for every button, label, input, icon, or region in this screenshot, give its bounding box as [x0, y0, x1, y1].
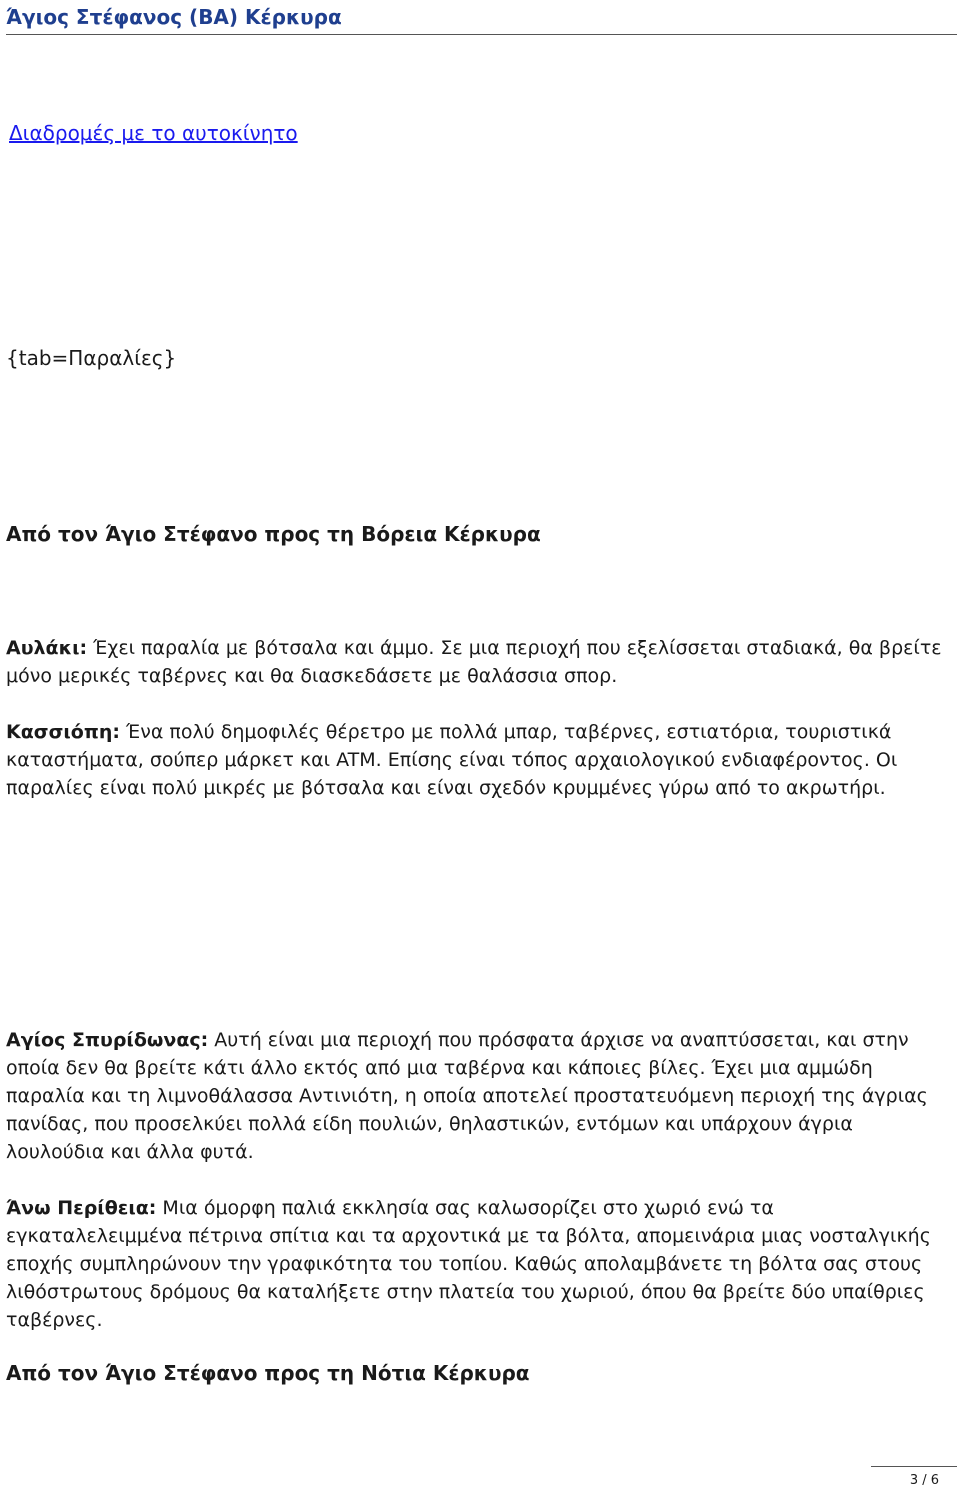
page-footer	[871, 1466, 957, 1493]
tab-marker: {tab=Παραλίες}	[6, 346, 177, 370]
place-avlaki	[6, 634, 951, 690]
place-ano-perithia	[6, 1194, 951, 1334]
section-heading-north: Από τον Άγιο Στέφανο προς τη Βόρεια Κέρκυρα	[6, 522, 541, 546]
place-description: Αυτή είναι μια περιοχή που πρόσφατα άρχισε να αναπτύσσεται, και στην οποία δεν θα βρείτε κάτι άλλο εκτός από μια ταβέρνα και κάποιες βίλες. Έχει μια αμμώδη παραλία και τη λιμνοθάλασσα Αντινιότη, η οποία αποτελεί προστατευόμενη περιοχή της άγριας πανίδας, που προσελκύει πολλά είδη πουλιών, θηλαστικών, εντόμων και υπάρχουν άγρια λουλούδια και άλλα φυτά.	[6, 1029, 928, 1163]
page-header	[6, 4, 957, 35]
place-name: Άνω Περίθεια:	[6, 1197, 157, 1219]
place-name: Κασσιόπη:	[6, 721, 120, 743]
place-description: Μια όμορφη παλιά εκκλησία σας καλωσορίζει στο χωριό ενώ τα εγκαταλελειμμένα πέτρινα σπίτια και τα αρχοντικά με τα βόλτα, απομεινάρια μιας νοσταλγικής εποχής συμπληρώνουν την γραφικότητα του τοπίου. Καθώς απολαμβάνετε τη βόλτα σας στους λιθόστρωτους δρόμους θα καταλήξετε στην πλατεία του χωριού, όπου θα βρείτε δύο υπαίθριες ταβέρνες.	[6, 1197, 931, 1331]
place-description: Ένα πολύ δημοφιλές θέρετρο με πολλά μπαρ, ταβέρνες, εστιατόρια, τουριστικά καταστήματα, σούπερ μάρκετ και ATM. Επίσης είναι τόπος αρχαιολογικού ενδιαφέροντος. Οι παραλίες είναι πολύ μικρές με βότσαλα και είναι σχεδόν κρυμμένες γύρω από το ακρωτήρι.	[6, 721, 898, 799]
place-name: Αγίος Σπυρίδωνας:	[6, 1029, 209, 1051]
place-description: Έχει παραλία με βότσαλα και άμμο. Σε μια περιοχή που εξελίσσεται σταδιακά, θα βρείτε μόνο μερικές ταβέρνες και θα διασκεδάσετε με θαλάσσια σπορ.	[6, 637, 942, 687]
place-agios-spyridonas	[6, 1026, 951, 1166]
place-kassiopi	[6, 718, 951, 802]
page-title: Άγιος Στέφανος (ΒΑ) Κέρκυρα	[6, 5, 342, 29]
routes-link[interactable]: Διαδρομές με το αυτοκίνητο	[9, 121, 298, 145]
place-name: Αυλάκι:	[6, 637, 88, 659]
section-heading-south: Από τον Άγιο Στέφανο προς τη Νότια Κέρκυρα	[6, 1361, 530, 1385]
page-number: 3 / 6	[909, 1473, 939, 1488]
